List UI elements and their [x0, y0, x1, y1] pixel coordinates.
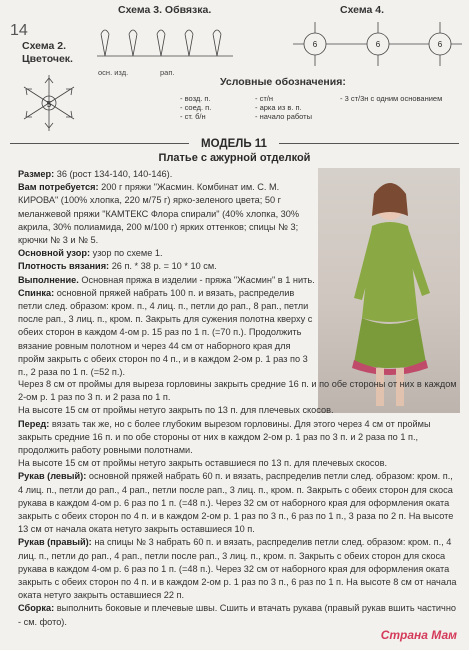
needed-text: 200 г пряжи "Жасмин. Комбинат им. С. М. КИРОВА" (100% хлопка, 220 м/75 г) ярко-зеленого цвета; 50 г меланжевой пряжи "КАМТЕКС Флора спирали" (40% хлопка, 30% акрила, 30% полиамида, 200 м/100 г) ярких оттенков; спицы № 3; крючки № 3 и № 5.	[18, 182, 300, 246]
legend-arch: - арка из в. п.	[255, 103, 302, 112]
watermark-logo: Страна Мам	[380, 628, 457, 642]
scheme2-flower-diagram	[14, 72, 84, 134]
legend-title: Условные обозначения:	[220, 76, 346, 88]
assembly-text: выполнить боковые и плечевые швы. Сшить и втачать рукава (правый рукав вшить частично - см. фото).	[18, 603, 457, 627]
page-number: 14	[10, 22, 28, 39]
back-text-2: Через 8 см от проймы для выреза горловины закрыть средние 16 п. и по обе стороны от них в каждом 2-ом р. 1 раз по 3 п. и 2 раза по 1 п.	[18, 379, 457, 403]
legend-sc: - ст. б/н	[180, 112, 206, 121]
legend-start: - начало работы	[255, 112, 312, 121]
assembly-label: Сборка:	[18, 603, 55, 614]
exec-label: Выполнение.	[18, 274, 79, 285]
sleeve-left-label: Рукав (левый):	[18, 471, 87, 482]
front-text-2: На высоте 15 см от проймы нетуго закрыть оставшиеся по 13 п. для плечевых скосов.	[18, 458, 388, 469]
scheme3-repeat-label: рап.	[160, 68, 175, 77]
front-label: Перед:	[18, 418, 50, 429]
legend-slip: - соед. п.	[180, 103, 212, 112]
scheme3-main-label: осн. изд.	[98, 68, 129, 77]
body-block	[18, 378, 458, 629]
density-text: 26 п. * 38 р. = 10 * 10 см.	[111, 261, 217, 272]
back-text-3: На высоте 15 см от проймы нетуго закрыть по 13 п. для плечевых скосов.	[18, 405, 334, 416]
exec-text: Основная пряжа в изделии - пряжа "Жасмин" в 1 нить.	[81, 274, 315, 285]
front-text: вязать так же, но с более глубоким вырезом горловины. Для этого через 4 см от проймы закрыть средние 16 п. и по обе стороны от них в каждом 2-ом р. 1 раз по 3 п. и 2 раза по 1 п., продолжить работу ровными полотнами.	[18, 418, 431, 456]
scheme3-title: Схема 3. Обвязка.	[118, 4, 212, 16]
model-title: МОДЕЛЬ 11	[189, 138, 279, 150]
size-text: 36 (рост 134-140, 140-146).	[56, 169, 173, 179]
sleeve-right-label: Рукав (правый):	[18, 537, 92, 548]
legend-dc: - ст/н	[255, 94, 273, 103]
intro-block	[18, 168, 318, 379]
scheme4-label-3: 6	[437, 40, 443, 49]
needed-label: Вам потребуется:	[18, 182, 99, 193]
back-label: Спинка:	[18, 287, 55, 298]
scheme2-center-label: 5	[46, 100, 52, 109]
scheme4-label-2: 6	[375, 40, 381, 49]
model-photo	[318, 168, 460, 413]
model-subtitle: Платье с ажурной отделкой	[158, 152, 311, 164]
pattern-label: Основной узор:	[18, 248, 91, 259]
legend-3dc: - 3 ст/3н с одним основанием	[340, 94, 443, 103]
scheme3-edging-diagram	[95, 16, 235, 64]
pattern-text: узор по схеме 1.	[92, 248, 163, 259]
scheme4-label-1: 6	[312, 40, 318, 49]
size-label: Размер:	[18, 169, 55, 179]
scheme4-title: Схема 4.	[340, 4, 385, 16]
sleeve-right-text: на спицы № 3 набрать 60 п. и вязать, распределив петли след. образом: кром. п., 4 лиц. п., петли до рап., 4 рап., петли после рап., 3 лиц. п., кром. п. Закрыть с обеих сторон для скоса рукава в каждом 4-ом р. 6 раз по 1 п. (=48 п.). Через 32 см от наборного края для оформления оката закрыть с обеих сторон по 4 п. и в каждом 2-ом р. 1 раз по 3 п., 6 раз по 1 п. На высоте 8 см от начала оката нетуго закрыть оставшиеся 22 п.	[18, 537, 457, 601]
legend-chain: - возд. п.	[180, 94, 211, 103]
back-text-1: основной пряжей набрать 100 п. и вязать, распределив петли след. образом: кром. п., 4 лиц. п., петли до рап., 8 рап., петли после рап., 3 лиц. п., кром. п. Закрыть для сужения полотна кверху с обеих сторон в каждом 4-ом р. 15 раз по 1 п. (=70 п.). Продолжить вязание ровным полотном и через 44 см от наборного края для пройм закрыть с обеих сторон по 4 п., и в каждом 2-ом р. 1 раз по 3 п., 2 раза по 1 п. (=52 п.).	[18, 287, 313, 378]
scheme4-diagram	[290, 18, 465, 70]
density-label: Плотность вязания:	[18, 261, 110, 272]
sleeve-left-text: основной пряжей набрать 60 п. и вязать, распределив петли след. образом: кром. п., 4 лиц. п., петли до рап., 4 рап., петли после рап., 3 лиц. п., кром. п. Закрыть с обеих сторон для скоса рукава в каждом 4-ом р. 6 раз по 1 п. (=48 п.). Через 32 см от наборного края для оформления оката закрыть с обеих сторон по 4 п. и в каждом 2-ом р. 1 раз по 3 п., 6 раз по 1 п., 3 раза по 2 п. На высоте 13 см от начала оката нетуго закрыть оставшиеся 10 п.	[18, 471, 454, 535]
scheme2-title: Схема 2. Цветочек.	[22, 40, 73, 65]
